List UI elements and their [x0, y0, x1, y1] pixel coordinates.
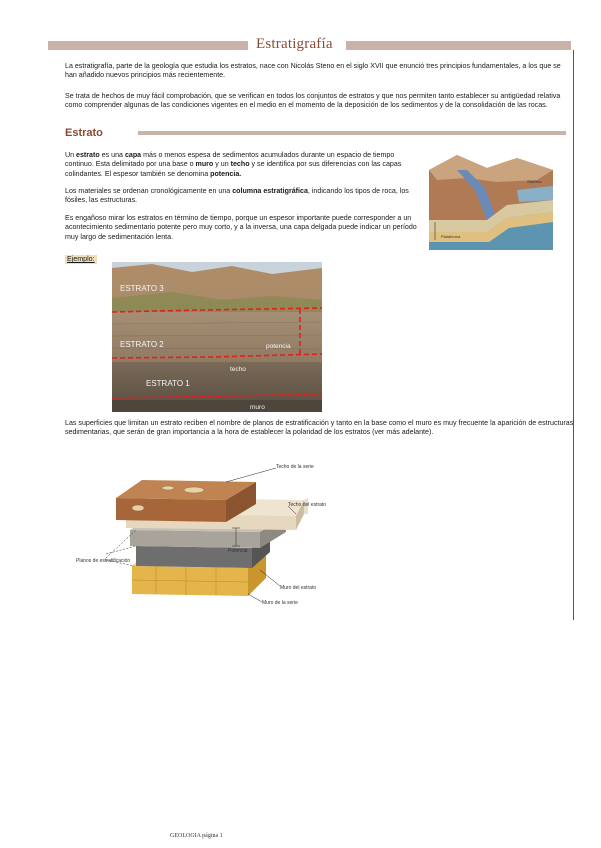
section-heading: Estrato	[65, 127, 103, 139]
term-estrato: estrato	[76, 151, 100, 159]
term-muro: muro	[195, 160, 214, 169]
potencia-block-label: Potencia	[228, 548, 248, 554]
term-columna: columna estratigráfica	[232, 187, 308, 195]
text: y se identifica por sus diferencias con las capas colindantes. El espesor también se denomina	[65, 160, 402, 178]
diagram-label: Plataforma	[441, 234, 461, 239]
intro-paragraph-1: La estratigrafía, parte de la geología que estudia los estratos, nace con Nicolás Steno en el siglo XVII que enunció tres principios fundamentales, a los que se han añadido nuevos principios más recientemente.	[65, 62, 561, 80]
landscape-diagram	[427, 150, 555, 252]
term-capa: capa	[124, 151, 142, 159]
techo-serie-label: Techo de la serie	[276, 464, 314, 470]
text: y un	[213, 160, 231, 169]
planos-label: Planos de estratificación	[76, 558, 131, 564]
estrato-1-label: ESTRATO 1	[146, 379, 190, 388]
block-diagram	[76, 458, 376, 608]
section-heading-bar	[138, 131, 566, 135]
time-paragraph: Es engañoso mirar los estratos en término de tiempo, porque un espesor importante puede corresponder a un acontecimiento sedimentario potente pero muy corto, y a la inversa, una capa delgada puede indicar un período muy largo de sedimentación lenta.	[65, 214, 417, 241]
estrato-3-label: ESTRATO 3	[120, 284, 164, 293]
term-potencia: potencia.	[210, 169, 242, 178]
estrato-definition	[65, 151, 420, 179]
outcrop-photo	[112, 262, 322, 412]
text: , indicando los tipos de roca, los fósiles, las estructuras.	[65, 187, 409, 205]
text: Los materiales se ordenan cronológicamente en una	[65, 187, 233, 195]
term-techo: techo	[230, 160, 250, 169]
footer-text: GEOLOGIA página 1	[170, 833, 223, 839]
estrato-2-label: ESTRATO 2	[120, 340, 164, 349]
text: más o menos espesa de sedimentos acumulados durante un espacio de tiempo continuo. Esta delimitado por una base o	[65, 151, 395, 169]
columna-paragraph	[65, 187, 420, 206]
example-label: Ejemplo:	[67, 255, 95, 263]
muro-label: muro	[250, 404, 265, 411]
potencia-label: potencia	[266, 343, 291, 350]
diagram-label: Sistema	[527, 179, 542, 184]
text: Un	[65, 151, 77, 159]
techo-estrato-label: Techo del estrato	[288, 502, 327, 508]
header-bar-left	[48, 41, 248, 50]
muro-estrato-label: Muro del estrato	[280, 585, 317, 591]
techo-label: techo	[230, 366, 246, 373]
page-right-border	[573, 50, 574, 620]
muro-serie-label: Muro de la serie	[262, 600, 298, 606]
page-title: Estratigrafía	[256, 36, 333, 52]
text: es una	[99, 151, 125, 159]
intro-paragraph-2: Se trata de hechos de muy fácil comprobación, que se verifican en todos los conjuntos de estratos y que nos permiten tanto establecer su antigüedad relativa como comprender algunas de las condiciones vigentes en el medio en el momento de la deposición de los sedimentos y de la consolidación de las rocas.	[65, 92, 561, 110]
header-bar-right	[346, 41, 571, 50]
surfaces-paragraph: Las superficies que limitan un estrato reciben el nombre de planos de estratificación y tanto en la base como el muro es muy frecuente la aparición de estructuras sedimentarias, que serán de gran importancia a la hora de establecer la polaridad de los estratos (ver más adelante).	[65, 419, 574, 437]
